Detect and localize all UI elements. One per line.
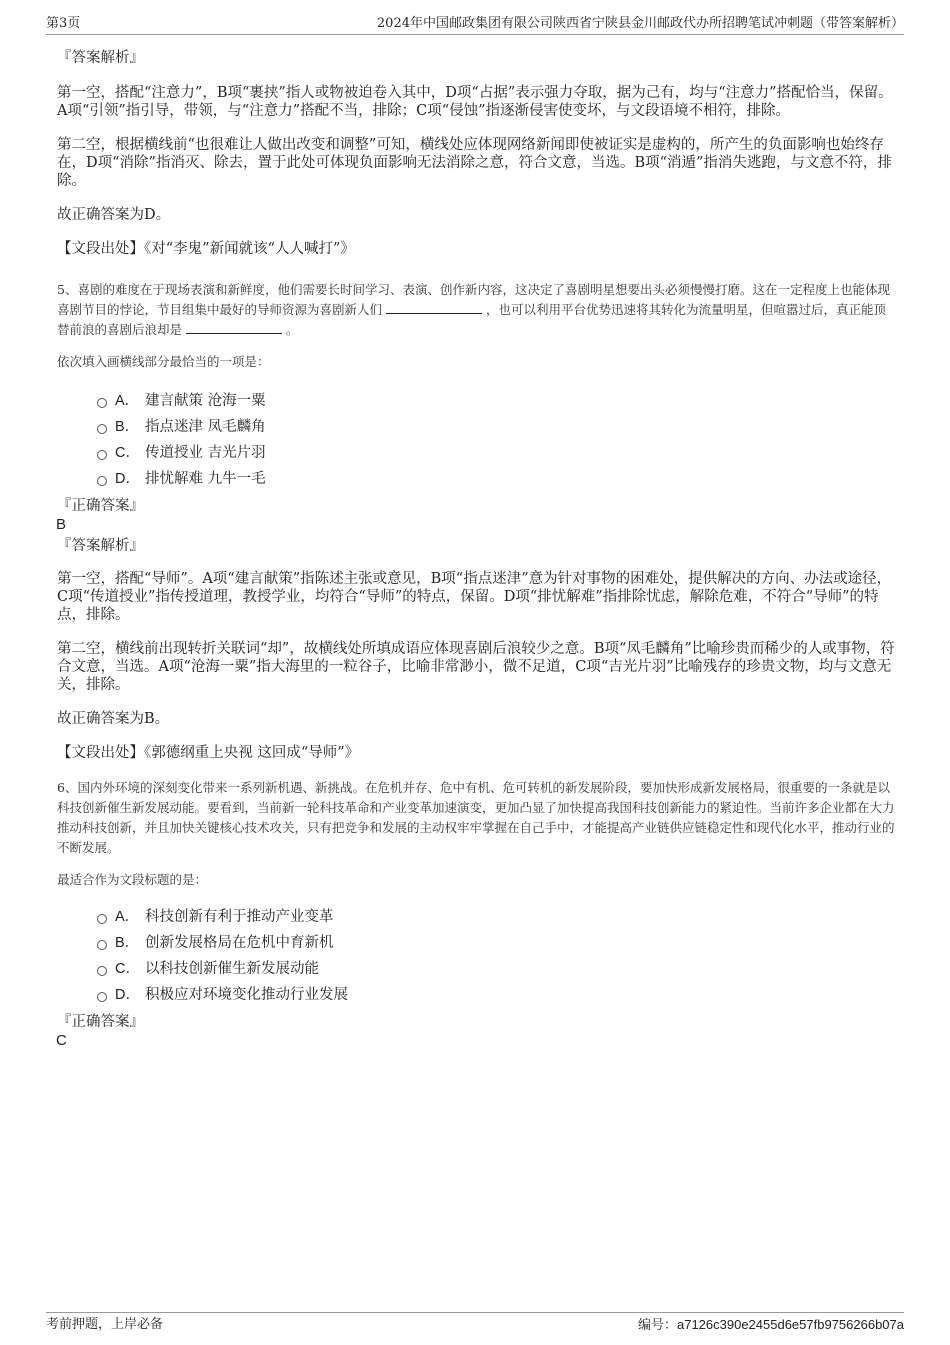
radio-icon[interactable] — [97, 424, 107, 434]
q6-option-d[interactable] — [57, 982, 895, 1008]
q5-option-d[interactable] — [57, 466, 895, 492]
page-number: 第3页 — [46, 16, 81, 31]
footer-code-label: 编号： — [637, 1318, 677, 1333]
option-letter: B． — [115, 935, 140, 951]
q5-blank-2 — [186, 321, 282, 334]
q4-source: 【文段出处】《对“李鬼”新闻就该“人人喊打”》 — [57, 241, 355, 257]
footer-slogan: 考前押题，上岸必备 — [46, 1317, 164, 1332]
q5-blank-1 — [386, 301, 482, 314]
page-footer — [46, 1312, 904, 1335]
q6-prompt: 最适合作为文段标题的是： — [57, 872, 208, 887]
footer-code-value: a7126c390e2455d6e57fb9756266b07a — [676, 1317, 904, 1332]
q6-option-a[interactable] — [57, 904, 895, 930]
q5-options — [57, 388, 895, 492]
q5-source: 【文段出处】《郭德纲重上央视 这回成“导师”》 — [57, 745, 360, 761]
option-letter: B． — [115, 419, 140, 435]
radio-icon[interactable] — [97, 940, 107, 950]
document-title: 2024年中国邮政集团有限公司陕西省宁陕县金川邮政代办所招聘笔试冲刺题（带答案解析） — [376, 16, 904, 31]
option-letter: A． — [115, 393, 140, 409]
option-text: 建言献策 沧海一粟 — [145, 393, 266, 409]
option-text: 科技创新有利于推动产业变革 — [145, 909, 334, 925]
option-letter: C． — [115, 445, 140, 461]
option-letter: A． — [115, 909, 140, 925]
q4-analysis-paragraph-2: 第二空，根据横线前“也很难让人做出改变和调整”可知，横线处应体现网络新闻即使被证实是虚构的，所产生的负面影响也始终存在，D项“消除”指消灭、除去，置于此处可体现负面影响无法消除之意，符合文意，当选。B项“消遁”指消失逃跑，与文意不符，排除。 — [57, 137, 892, 189]
q5-question-text — [57, 280, 895, 340]
radio-icon[interactable] — [97, 992, 107, 1002]
q6-option-b[interactable] — [57, 930, 895, 956]
q5-option-b[interactable] — [57, 414, 895, 440]
q6-options — [57, 904, 895, 1008]
q5-option-c[interactable] — [57, 440, 895, 466]
option-text: 创新发展格局在危机中育新机 — [145, 935, 334, 951]
option-text: 传道授业 吉光片羽 — [145, 445, 266, 461]
page-content — [57, 42, 895, 1050]
q6-answer: C — [56, 1032, 67, 1049]
q5-conclusion: 故正确答案为B。 — [57, 711, 170, 727]
radio-icon[interactable] — [97, 476, 107, 486]
q5-analysis-label: 『答案解析』 — [57, 538, 144, 554]
q4-analysis-label: 『答案解析』 — [57, 50, 144, 66]
q4-conclusion: 故正确答案为D。 — [57, 207, 171, 223]
page-header — [46, 14, 904, 35]
q5-option-a[interactable] — [57, 388, 895, 414]
q5-text-part-1: 5、喜剧的难度在于现场表演和新鲜度，他们需要长时间学习、表演、创作新内容，这决定了喜剧明星想要出头必须慢慢打磨。这在一定程度上也能体现喜剧节目的悖论，节目组集中最好的导师资源为喜剧新人们 — [57, 282, 890, 317]
option-text: 指点迷津 凤毛麟角 — [145, 419, 266, 435]
option-letter: C． — [115, 961, 140, 977]
q4-analysis-paragraph-1: 第一空，搭配“注意力”，B项“裹挟”指人或物被迫卷入其中，D项“占据”表示强力夺取，据为己有，均与“注意力”搭配恰当，保留。A项“引领”指引导，带领，与“注意力”搭配不当，排除；C项“侵蚀”指逐渐侵害使变坏，与文段语境不相符，排除。 — [57, 85, 893, 119]
q5-analysis-paragraph-2: 第二空，横线前出现转折关联词“却”，故横线处所填成语应体现喜剧后浪较少之意。B项“凤毛麟角”比喻珍贵而稀少的人或事物，符合文意，当选。A项“沧海一粟”指大海里的一粒谷子，比喻非常渺小，微不足道，C项“吉光片羽”比喻残存的珍贵文物，均与文意无关，排除。 — [57, 641, 895, 693]
q5-text-part-2: ，也可以利用平台优势迅速将其转化为流量明星，但喧嚣过后，真正能顶替前浪的喜剧后浪却是 — [57, 302, 887, 337]
option-letter: D． — [115, 471, 140, 487]
option-text: 积极应对环境变化推动行业发展 — [145, 987, 348, 1003]
q5-answer: B — [56, 516, 67, 533]
option-text: 排忧解难 九牛一毛 — [145, 471, 266, 487]
radio-icon[interactable] — [97, 450, 107, 460]
option-letter: D． — [115, 987, 140, 1003]
option-text: 以科技创新催生新发展动能 — [145, 961, 319, 977]
radio-icon[interactable] — [97, 966, 107, 976]
radio-icon[interactable] — [97, 914, 107, 924]
q6-answer-label: 『正确答案』 — [57, 1014, 144, 1030]
q5-analysis-paragraph-1: 第一空，搭配“导师”。A项“建言献策”指陈述主张或意见，B项“指点迷津”意为针对事物的困难处，提供解决的方向、办法或途径，C项“传道授业”指传授道理，教授学业，均符合“导师”的特点，保留。D项“排忧解难”指排除忧虑，解除危难，不符合“导师”的特点，排除。 — [57, 571, 892, 623]
q5-text-part-3: 。 — [286, 322, 299, 337]
q5-prompt: 依次填入画横线部分最恰当的一项是： — [57, 354, 270, 369]
footer-code — [638, 1315, 904, 1336]
radio-icon[interactable] — [97, 398, 107, 408]
q6-question-text: 6、国内外环境的深刻变化带来一系列新机遇、新挑战。在危机并存、危中有机、危可转机的新发展阶段，要加快形成新发展格局，很重要的一条就是以科技创新催生新发展动能。要看到，当前新一轮科技革命和产业变革加速演变，更加凸显了加快提高我国科技创新能力的紧迫性。当前许多企业都在大力推动科技创新，并且加快关键核心技术攻关，只有把竞争和发展的主动权牢牢掌握在自己手中，才能提高产业链供应链稳定性和现代化水平，推动行业的不断发展。 — [57, 780, 895, 855]
q6-option-c[interactable] — [57, 956, 895, 982]
q5-answer-label: 『正确答案』 — [57, 498, 144, 514]
